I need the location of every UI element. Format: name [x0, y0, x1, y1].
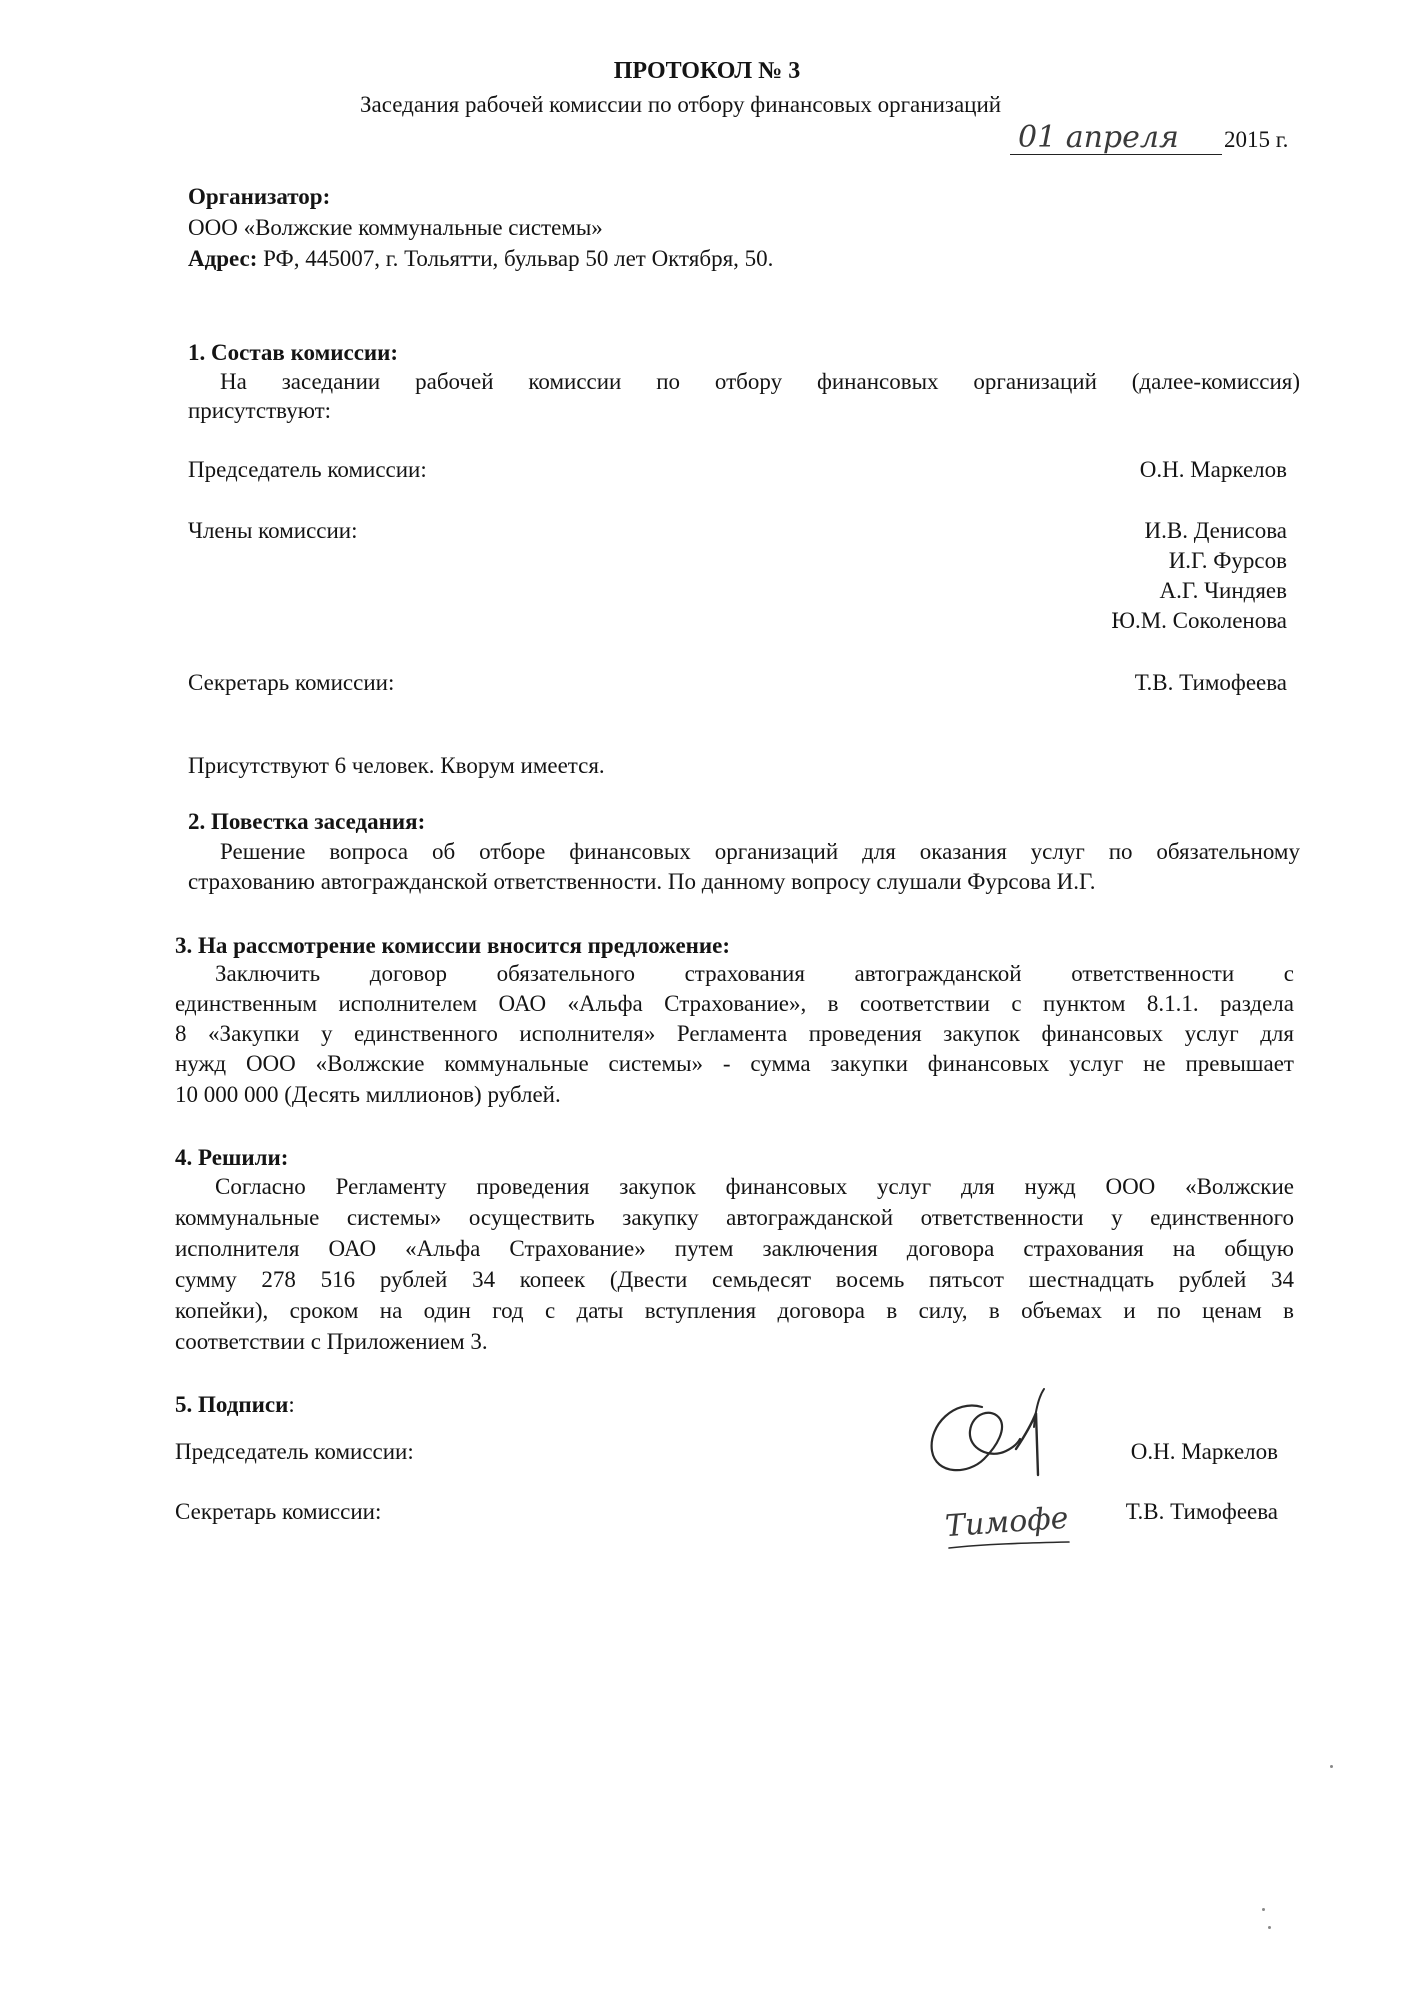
section3-line1: Заключить договор обязательного страхования автогражданской ответственности с	[215, 961, 1294, 986]
section4-line6: соответствии с Приложением 3.	[175, 1329, 488, 1354]
address-value: РФ, 445007, г. Тольятти, бульвар 50 лет Октября, 50.	[257, 246, 774, 271]
section4-line2: коммунальные системы» осуществить закупку автогражданской ответственности у единственного	[175, 1205, 1294, 1230]
members-label: Члены комиссии:	[188, 518, 358, 543]
section4-line4: сумму 278 516 рублей 34 копеек (Двести семьдесят восемь пятьсот шестнадцать рублей 34	[175, 1267, 1294, 1292]
member-name: Ю.М. Соколенова	[1111, 608, 1287, 633]
sign-secretary-name: Т.В. Тимофеева	[1125, 1499, 1278, 1524]
section1-intro-line2: присутствуют:	[188, 398, 332, 423]
section5-heading-text: 5. Подписи	[175, 1392, 289, 1417]
quorum-text: Присутствуют 6 человек. Кворум имеется.	[188, 753, 605, 778]
scan-speck	[1268, 1926, 1271, 1929]
scan-speck	[1330, 1765, 1333, 1768]
section5-heading	[175, 1389, 295, 1420]
member-name: А.Г. Чиндяев	[1159, 578, 1287, 603]
section3-heading: 3. На рассмотрение комиссии вносится предложение:	[175, 933, 731, 958]
document-subtitle: Заседания рабочей комиссии по отбору финансовых организаций	[360, 92, 1002, 117]
section2-heading: 2. Повестка заседания:	[188, 809, 426, 834]
organizer-name: ООО «Волжские коммунальные системы»	[188, 215, 603, 240]
secretary-label: Секретарь комиссии:	[188, 670, 395, 695]
secretary-name: Т.В. Тимофеева	[1134, 670, 1287, 695]
section3-line5: 10 000 000 (Десять миллионов) рублей.	[175, 1082, 561, 1107]
section4-line3: исполнителя ОАО «Альфа Страхование» путем заключения договора страхования на общую	[175, 1236, 1294, 1261]
section2-line2: страхованию автогражданской ответственности. По данному вопросу слушали Фурсова И.Г.	[188, 869, 1096, 894]
section4-line5: копейки), сроком на один год с даты вступления договора в силу, в объемах и по ценам в	[175, 1298, 1294, 1323]
section1-intro-line1: На заседании рабочей комиссии по отбору финансовых организаций (далее-комиссия)	[220, 369, 1300, 394]
chairman-signature	[920, 1385, 1080, 1495]
chair-label: Председатель комиссии:	[188, 457, 427, 482]
section4-heading: 4. Решили:	[175, 1145, 289, 1170]
member-name: И.Г. Фурсов	[1168, 548, 1287, 573]
date-year: 2015 г.	[1224, 127, 1289, 152]
section2-line1: Решение вопроса об отборе финансовых организаций для оказания услуг по обязательному	[220, 839, 1300, 864]
section3-line2: единственным исполнителем ОАО «Альфа Страхование», в соответствии с пунктом 8.1.1. раздела	[175, 991, 1294, 1016]
address-label: Адрес:	[188, 246, 258, 271]
section4-line1: Согласно Регламенту проведения закупок финансовых услуг для нужд ООО «Волжские	[215, 1174, 1294, 1199]
sign-secretary-label: Секретарь комиссии:	[175, 1499, 382, 1524]
section5-heading-colon: :	[288, 1392, 295, 1417]
organizer-label: Организатор:	[188, 184, 331, 209]
date-underline	[1010, 154, 1222, 155]
section1-heading: 1. Состав комиссии:	[188, 340, 399, 365]
handwritten-date: 01 апреля	[1018, 120, 1179, 155]
member-name: И.В. Денисова	[1144, 518, 1287, 543]
document-title: ПРОТОКОЛ № 3	[613, 58, 801, 84]
section3-line4: нужд ООО «Волжские коммунальные системы» - сумма закупки финансовых услуг не превышает	[175, 1051, 1294, 1076]
scan-speck	[1262, 1908, 1265, 1911]
sign-chair-name: О.Н. Маркелов	[1130, 1439, 1278, 1464]
section3-line3: 8 «Закупки у единственного исполнителя» Регламента проведения закупок финансовых услуг для	[175, 1021, 1294, 1046]
secretary-signature: Тимофе	[943, 1500, 1070, 1545]
chair-name: О.Н. Маркелов	[1139, 457, 1287, 482]
organizer-address	[188, 243, 773, 274]
sign-chair-label: Председатель комиссии:	[175, 1439, 414, 1464]
secretary-signature-underline	[945, 1540, 1075, 1554]
